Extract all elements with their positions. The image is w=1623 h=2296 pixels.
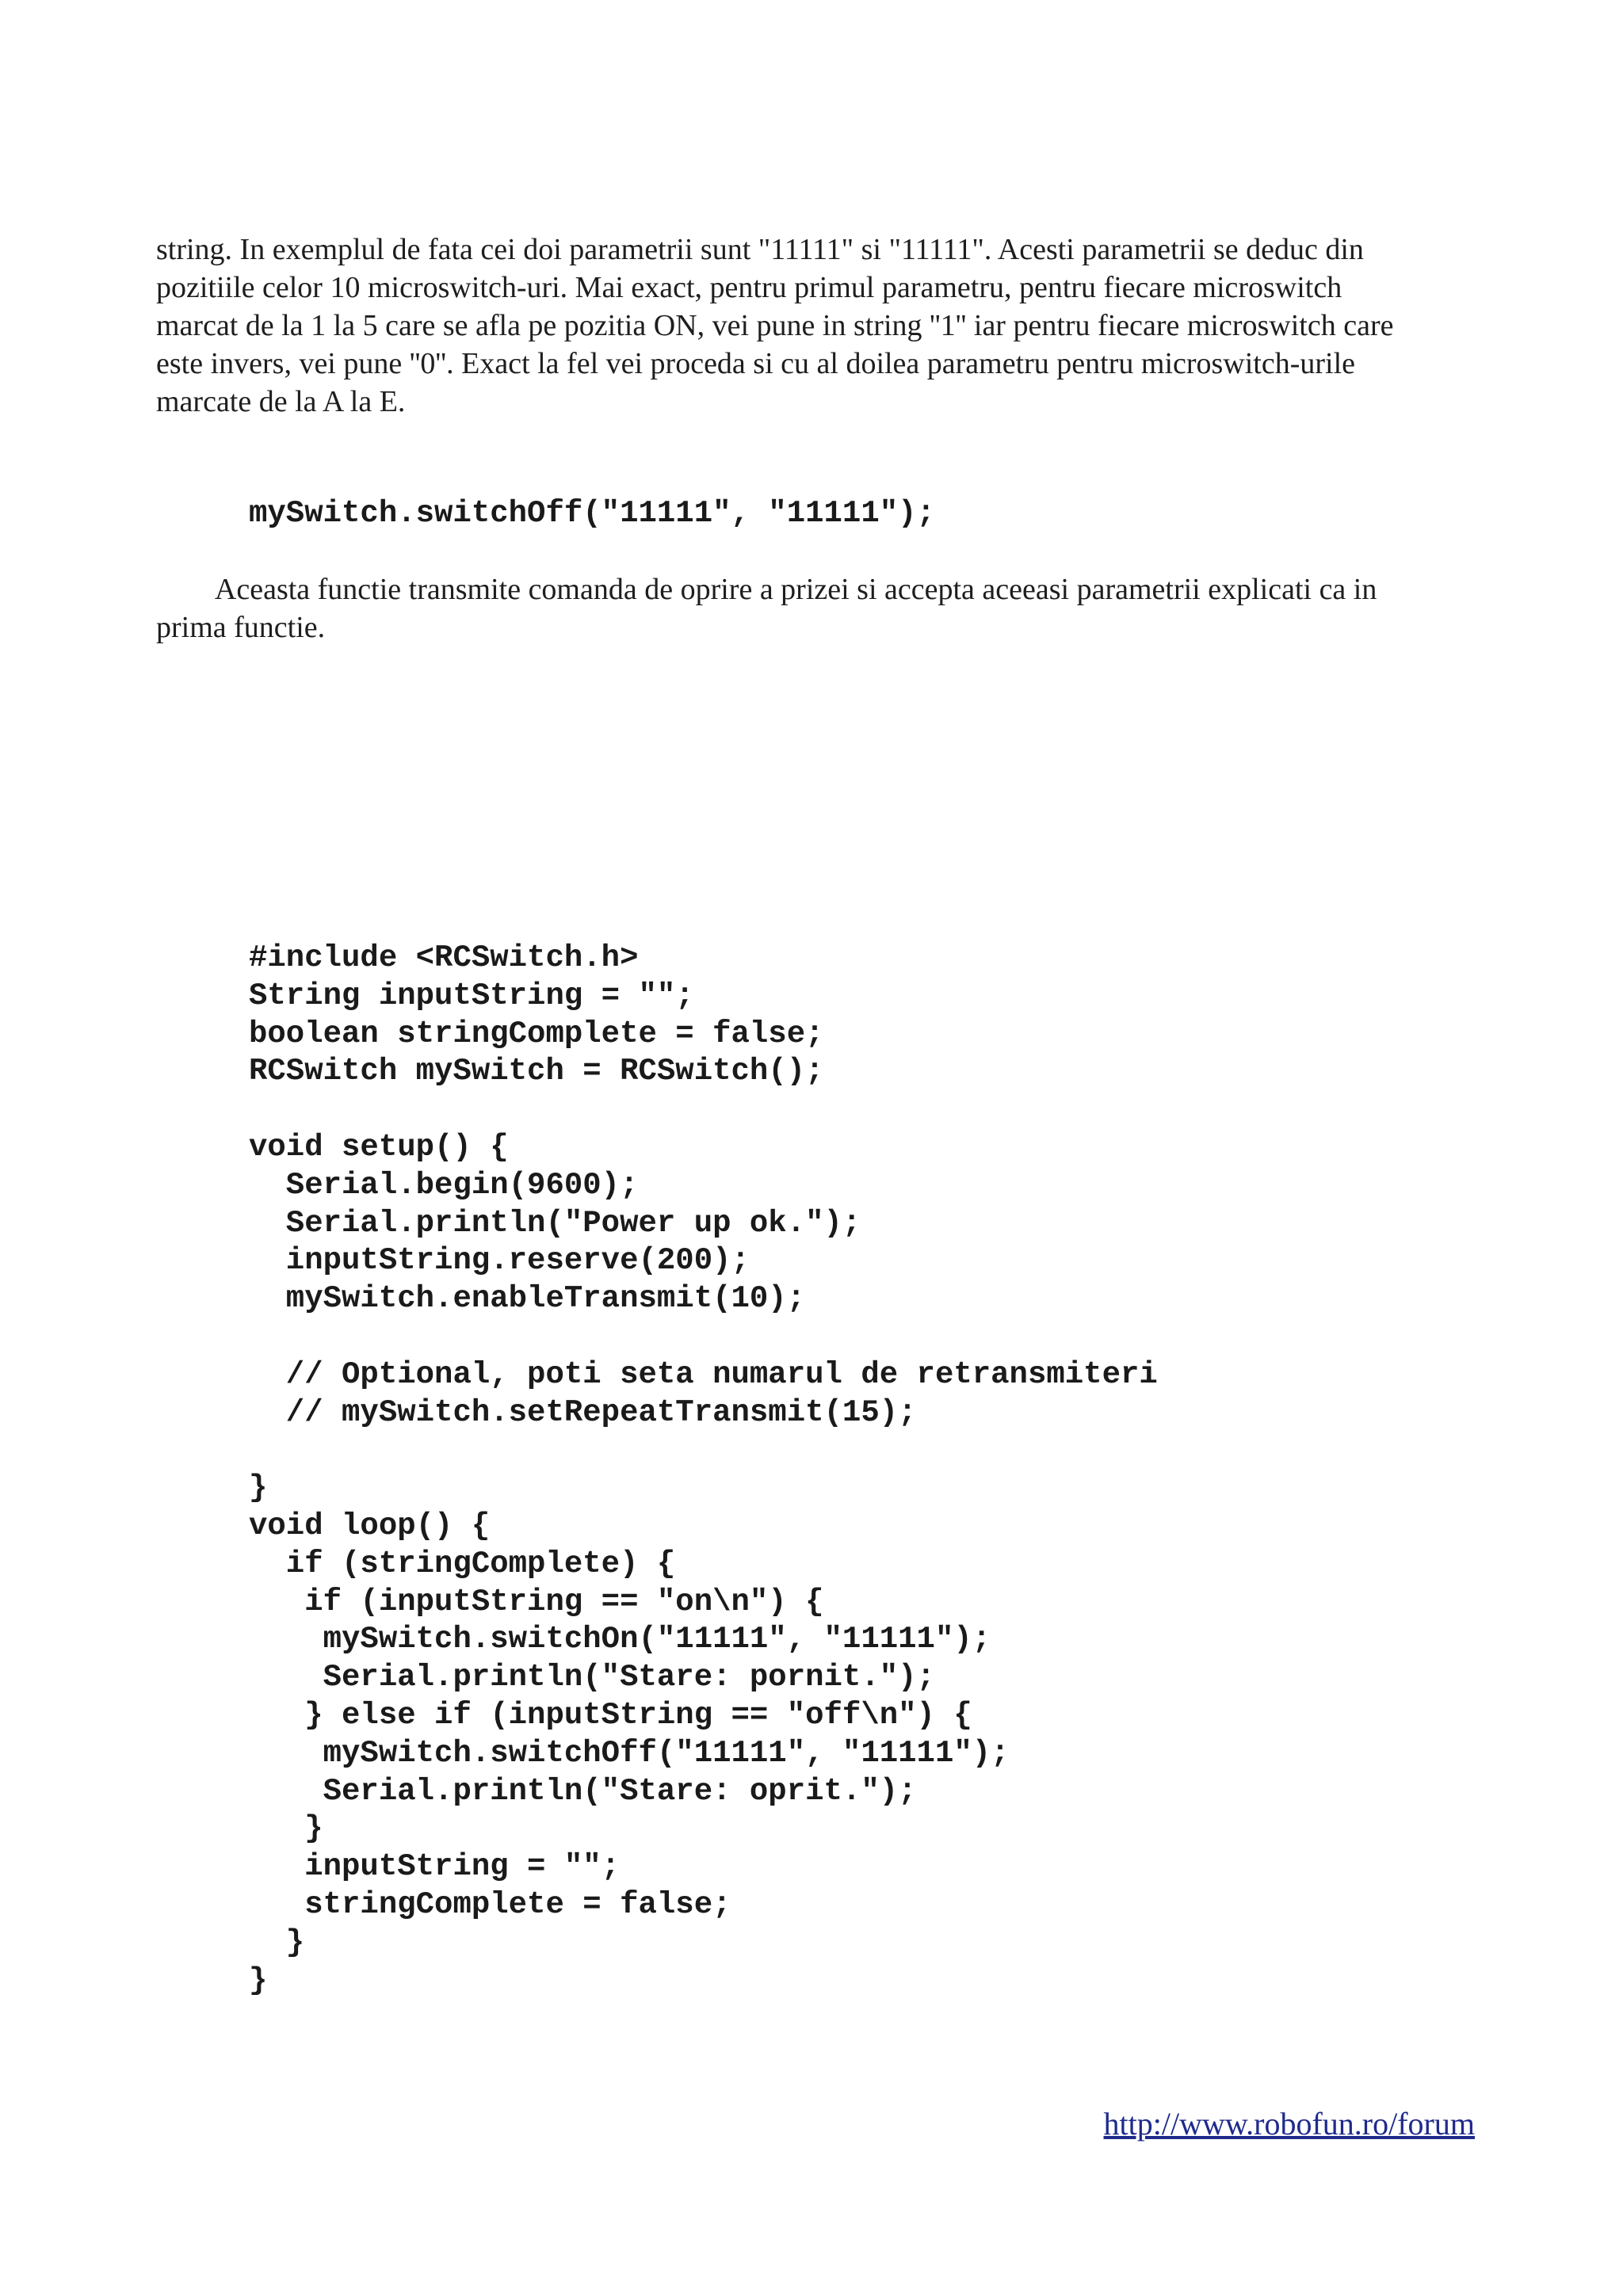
code-line: Serial.println("Power up ok."); <box>249 1205 861 1241</box>
forum-link[interactable]: http://www.robofun.ro/forum <box>1103 2106 1475 2142</box>
code-line: // mySwitch.setRepeatTransmit(15); <box>249 1394 917 1430</box>
code-line: } <box>249 1924 305 1960</box>
code-line: if (stringComplete) { <box>249 1546 676 1581</box>
code-line: RCSwitch mySwitch = RCSwitch(); <box>249 1054 824 1089</box>
code-line: mySwitch.switchOff("11111", "11111"); <box>249 1735 1010 1771</box>
code-line: mySwitch.switchOn("11111", "11111"); <box>249 1622 991 1657</box>
code-line <box>249 1432 1158 1470</box>
code-line: Serial.begin(9600); <box>249 1167 639 1203</box>
code-line: inputString.reserve(200); <box>249 1243 750 1279</box>
code-line: // Optional, poti seta numarul de retransmiteri <box>249 1356 1158 1392</box>
paragraph-line: prima functie. <box>156 611 326 644</box>
code-line: if (inputString == "on\n") { <box>249 1584 824 1619</box>
paragraph-line: marcat de la 1 la 5 care se afla pe pozitia ON, vei pune in string ''1'' iar pentru fiecare microswitch care <box>156 309 1394 342</box>
code-line: void loop() { <box>249 1508 491 1543</box>
code-line: void setup() { <box>249 1129 509 1165</box>
code-line <box>249 1318 1158 1356</box>
code-line: } <box>249 1470 268 1506</box>
code-line: stringComplete = false; <box>249 1886 731 1922</box>
explanation-paragraph <box>156 231 1472 421</box>
paragraph-line: string. In exemplul de fata cei doi parametrii sunt "11111" si "11111". Acesti parametrii se deduc din <box>156 233 1364 266</box>
code-line: Serial.println("Stare: oprit."); <box>249 1773 917 1809</box>
code-line: boolean stringComplete = false; <box>249 1016 824 1051</box>
paragraph-line: Aceasta functie transmite comanda de oprire a prizei si accepta aceeasi parametrii explicati ca in <box>156 573 1377 606</box>
paragraph-line: este invers, vei pune ''0''. Exact la fel vei proceda si cu al doilea parametru pentru microswitch-urile <box>156 347 1356 380</box>
code-line: } else if (inputString == "off\n") { <box>249 1697 972 1733</box>
code-line: mySwitch.enableTransmit(10); <box>249 1281 806 1317</box>
code-line: inputString = ""; <box>249 1849 621 1885</box>
code-line <box>249 1091 1158 1129</box>
arduino-code-listing <box>249 940 1158 2000</box>
code-line: String inputString = ""; <box>249 978 694 1013</box>
switchoff-description-paragraph <box>156 570 1472 646</box>
code-line: Serial.println("Stare: pornit."); <box>249 1660 935 1695</box>
switchoff-code-snippet: mySwitch.switchOff("11111", "11111"); <box>249 496 935 531</box>
code-line: } <box>249 1811 323 1847</box>
paragraph-line: marcate de la A la E. <box>156 385 406 418</box>
code-line: } <box>249 1962 268 1998</box>
paragraph-line: pozitiile celor 10 microswitch-uri. Mai exact, pentru primul parametru, pentru fiecare microswitch <box>156 271 1342 304</box>
code-line: #include <RCSwitch.h> <box>249 940 639 975</box>
